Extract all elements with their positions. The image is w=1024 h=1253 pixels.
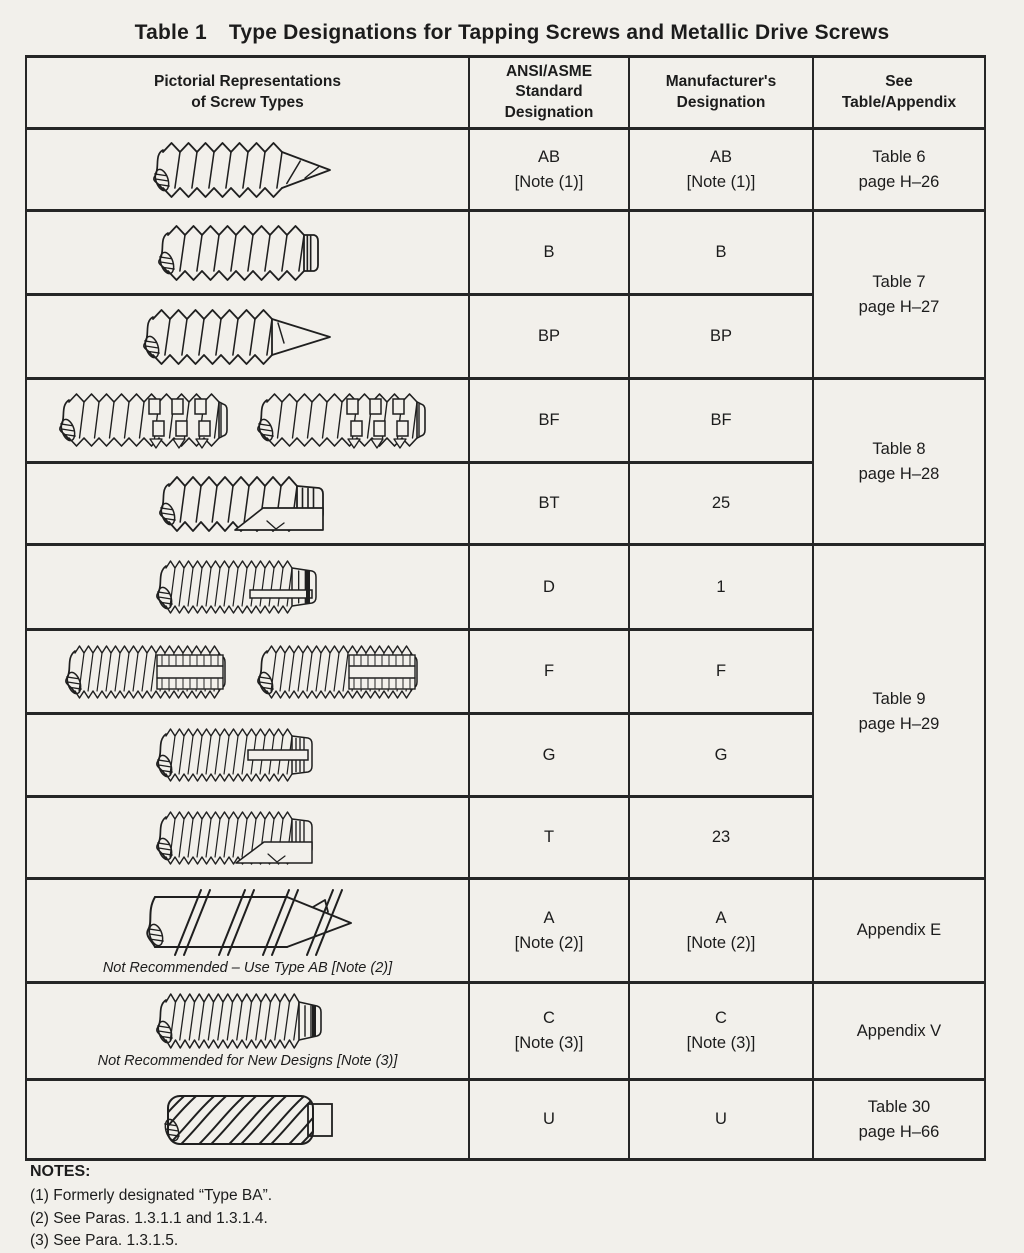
table-number: Table 1 (134, 21, 207, 44)
see-cell: Table 6 page H–26 (813, 129, 985, 211)
ansi-cell: U (469, 1080, 629, 1160)
header-pictorial: Pictorial Representations of Screw Types (26, 57, 469, 129)
mfr-cell: U (629, 1080, 813, 1160)
see-cell: Appendix E (813, 879, 985, 983)
screw-caption: Not Recommended – Use Type AB [Note (2)] (102, 960, 393, 977)
mfr-cell: 25 (629, 463, 813, 545)
header-row (26, 57, 985, 129)
screw-cell-d (26, 545, 469, 630)
screw-caption: Not Recommended for New Designs [Note (3)] (97, 1052, 398, 1069)
mfr-cell: 1 (629, 545, 813, 630)
mfr-cell: 23 (629, 797, 813, 879)
screw-type-b-drawing (150, 220, 345, 286)
mfr-cell: B (629, 211, 813, 295)
table-row (26, 545, 985, 630)
screw-type-bf-drawing-left (55, 389, 243, 453)
ansi-cell: A [Note (2)] (469, 879, 629, 983)
mfr-cell: G (629, 714, 813, 797)
screw-cell-u (26, 1080, 469, 1160)
table-row (26, 983, 985, 1080)
screw-cell-bf (26, 379, 469, 463)
ansi-cell: C [Note (3)] (469, 983, 629, 1080)
header-see-table-appendix: See Table/Appendix (813, 57, 985, 129)
mfr-cell: F (629, 630, 813, 714)
screw-type-ab-drawing (145, 137, 350, 203)
see-cell: Table 8 page H–28 (813, 379, 985, 545)
notes-block (30, 1163, 272, 1253)
screw-type-d-drawing (152, 556, 344, 618)
notes-heading: NOTES: (30, 1163, 91, 1180)
table-row (26, 379, 985, 463)
mfr-cell: BP (629, 295, 813, 379)
ansi-cell: G (469, 714, 629, 797)
table-row (26, 1080, 985, 1160)
see-cell: Appendix V (813, 983, 985, 1080)
screw-type-bp-drawing (135, 304, 360, 370)
table-row (26, 879, 985, 983)
screw-type-bt-drawing (153, 471, 343, 537)
table-title-text: Type Designations for Tapping Screws and Metallic Drive Screws (228, 21, 890, 44)
screw-cell-bt (26, 463, 469, 545)
see-cell: Table 30 page H–66 (813, 1080, 985, 1160)
see-cell: Table 9 page H–29 (813, 545, 985, 879)
table-row (26, 129, 985, 211)
mfr-cell: BF (629, 379, 813, 463)
screw-type-g-drawing (152, 724, 344, 786)
screw-type-a-drawing (133, 880, 363, 960)
ansi-cell: AB [Note (1)] (469, 129, 629, 211)
screw-cell-ab (26, 129, 469, 211)
ansi-cell: B (469, 211, 629, 295)
ansi-cell: D (469, 545, 629, 630)
screw-cell-f (26, 630, 469, 714)
ansi-cell: BF (469, 379, 629, 463)
mfr-cell: A [Note (2)] (629, 879, 813, 983)
screw-type-bf-drawing-right (253, 389, 441, 453)
ansi-cell: BP (469, 295, 629, 379)
see-cell: Table 7 page H–27 (813, 211, 985, 379)
header-manufacturer-designation: Manufacturer's Designation (629, 57, 813, 129)
screw-cell-c (26, 983, 469, 1080)
screw-cell-g (26, 714, 469, 797)
screw-type-u-drawing (155, 1090, 340, 1150)
screw-cell-bp (26, 295, 469, 379)
screw-cell-b (26, 211, 469, 295)
screw-cell-t (26, 797, 469, 879)
ansi-cell: T (469, 797, 629, 879)
screw-type-c-drawing (150, 989, 345, 1053)
note-item-1: (1) Formerly designated “Type BA”. (30, 1187, 273, 1204)
header-ansi-designation: ANSI/ASME Standard Designation (469, 57, 629, 129)
note-item-2: (2) See Paras. 1.3.1.1 and 1.3.1.4. (30, 1209, 268, 1227)
type-designations-table (25, 55, 986, 1161)
page-title (0, 21, 1024, 45)
mfr-cell: AB [Note (1)] (629, 129, 813, 211)
ansi-cell: F (469, 630, 629, 714)
table-row (26, 211, 985, 295)
screw-cell-a (26, 879, 469, 983)
screw-type-f-drawing-right (253, 641, 435, 703)
note-item-3: (3) See Para. 1.3.1.5. (30, 1232, 179, 1249)
ansi-cell: BT (469, 463, 629, 545)
mfr-cell: C [Note (3)] (629, 983, 813, 1080)
screw-type-f-drawing-left (61, 641, 243, 703)
screw-type-t-drawing (152, 807, 344, 869)
